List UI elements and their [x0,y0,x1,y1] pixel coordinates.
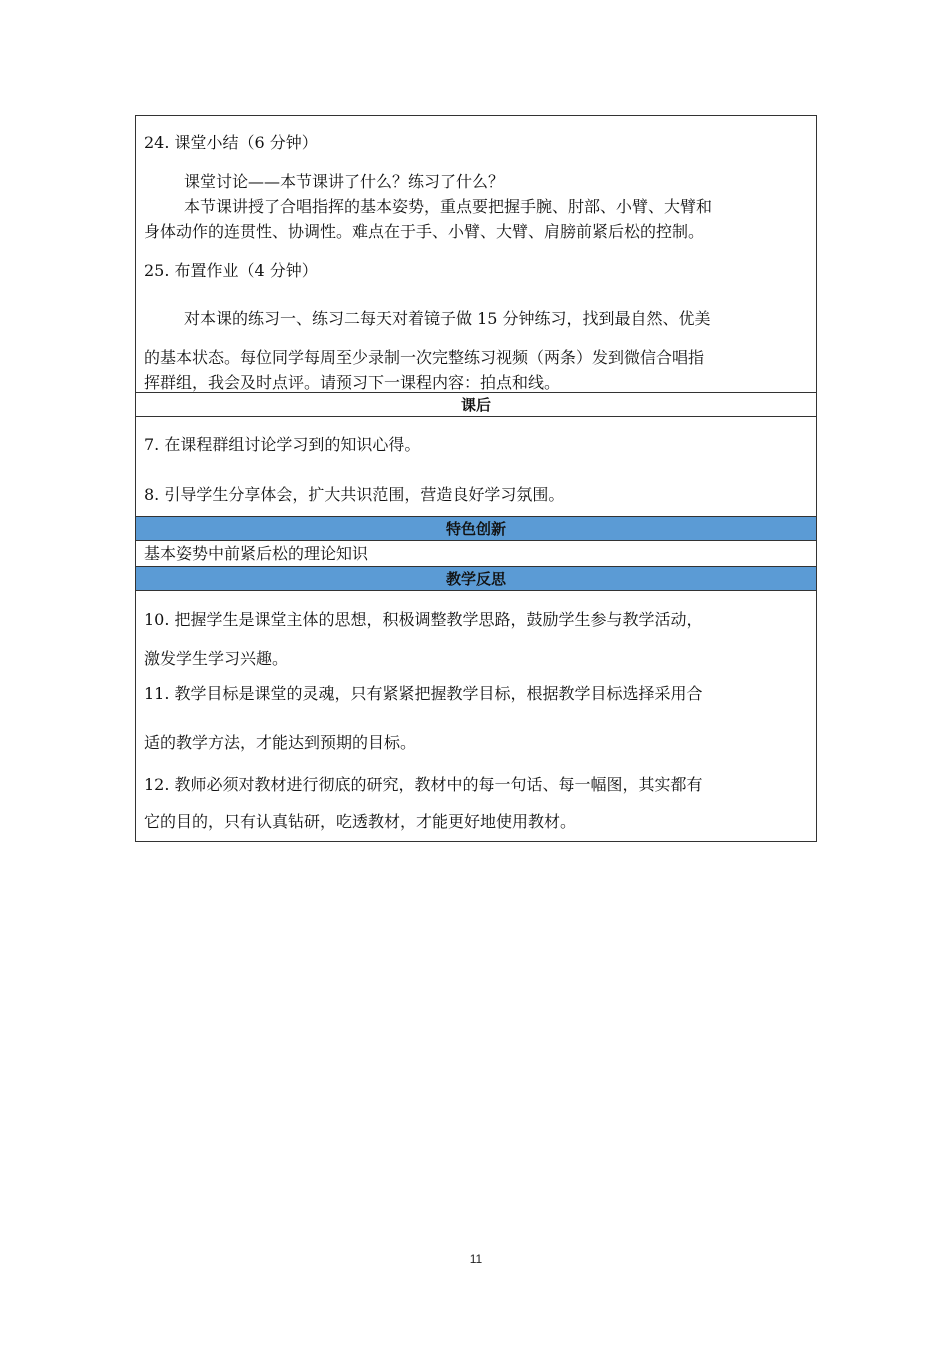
reflection-cell [136,591,816,841]
innovation-text: 基本姿势中前紧后松的理论知识 [144,544,369,563]
summary-heading: 24. 课堂小结（6 分钟） [144,133,318,152]
summary-homework-cell [136,116,816,393]
innovation-cell [136,541,816,567]
reflection-item-10-line2: 激发学生学习兴趣。 [144,649,289,668]
homework-heading: 25. 布置作业（4 分钟） [144,261,318,280]
after-class-header: 课后 [136,393,816,417]
lesson-plan-table [135,115,817,842]
reflection-item-12-line2: 它的目的，只有认真钻研，吃透教材，才能更好地使用教材。 [144,812,577,831]
innovation-header: 特色创新 [136,517,816,541]
homework-line2: 的基本状态。每位同学每周至少录制一次完整练习视频（两条）发到微信合唱指 [144,348,705,367]
homework-line1: 对本课的练习一、练习二每天对着镜子做 15 分钟练习，找到最自然、优美 [184,309,711,328]
homework-line3: 挥群组，我会及时点评。请预习下一课程内容：拍点和线。 [144,373,561,392]
reflection-item-12-line1: 12. 教师必须对教材进行彻底的研究，教材中的每一句话、每一幅图，其实都有 [144,775,703,794]
reflection-header: 教学反思 [136,567,816,591]
after-class-item-8: 8. 引导学生分享体会，扩大共识范围，营造良好学习氛围。 [144,485,565,504]
after-class-item-7: 7. 在课程群组讨论学习到的知识心得。 [144,435,421,454]
summary-body-line1: 本节课讲授了合唱指挥的基本姿势，重点要把握手腕、肘部、小臂、大臂和 [184,197,713,216]
discussion-text: 课堂讨论——本节课讲了什么？练习了什么？ [184,172,505,191]
reflection-item-11-line2: 适的教学方法，才能达到预期的目标。 [144,733,417,752]
reflection-item-11-line1: 11. 教学目标是课堂的灵魂，只有紧紧把握教学目标，根据教学目标选择采用合 [144,684,703,703]
after-class-cell [136,417,816,517]
summary-body-line2: 身体动作的连贯性、协调性。难点在于手、小臂、大臂、肩膀前紧后松的控制。 [144,222,705,241]
reflection-item-10-line1: 10. 把握学生是课堂主体的思想，积极调整教学思路，鼓励学生参与教学活动， [144,610,703,629]
page-number: 11 [469,1252,483,1266]
